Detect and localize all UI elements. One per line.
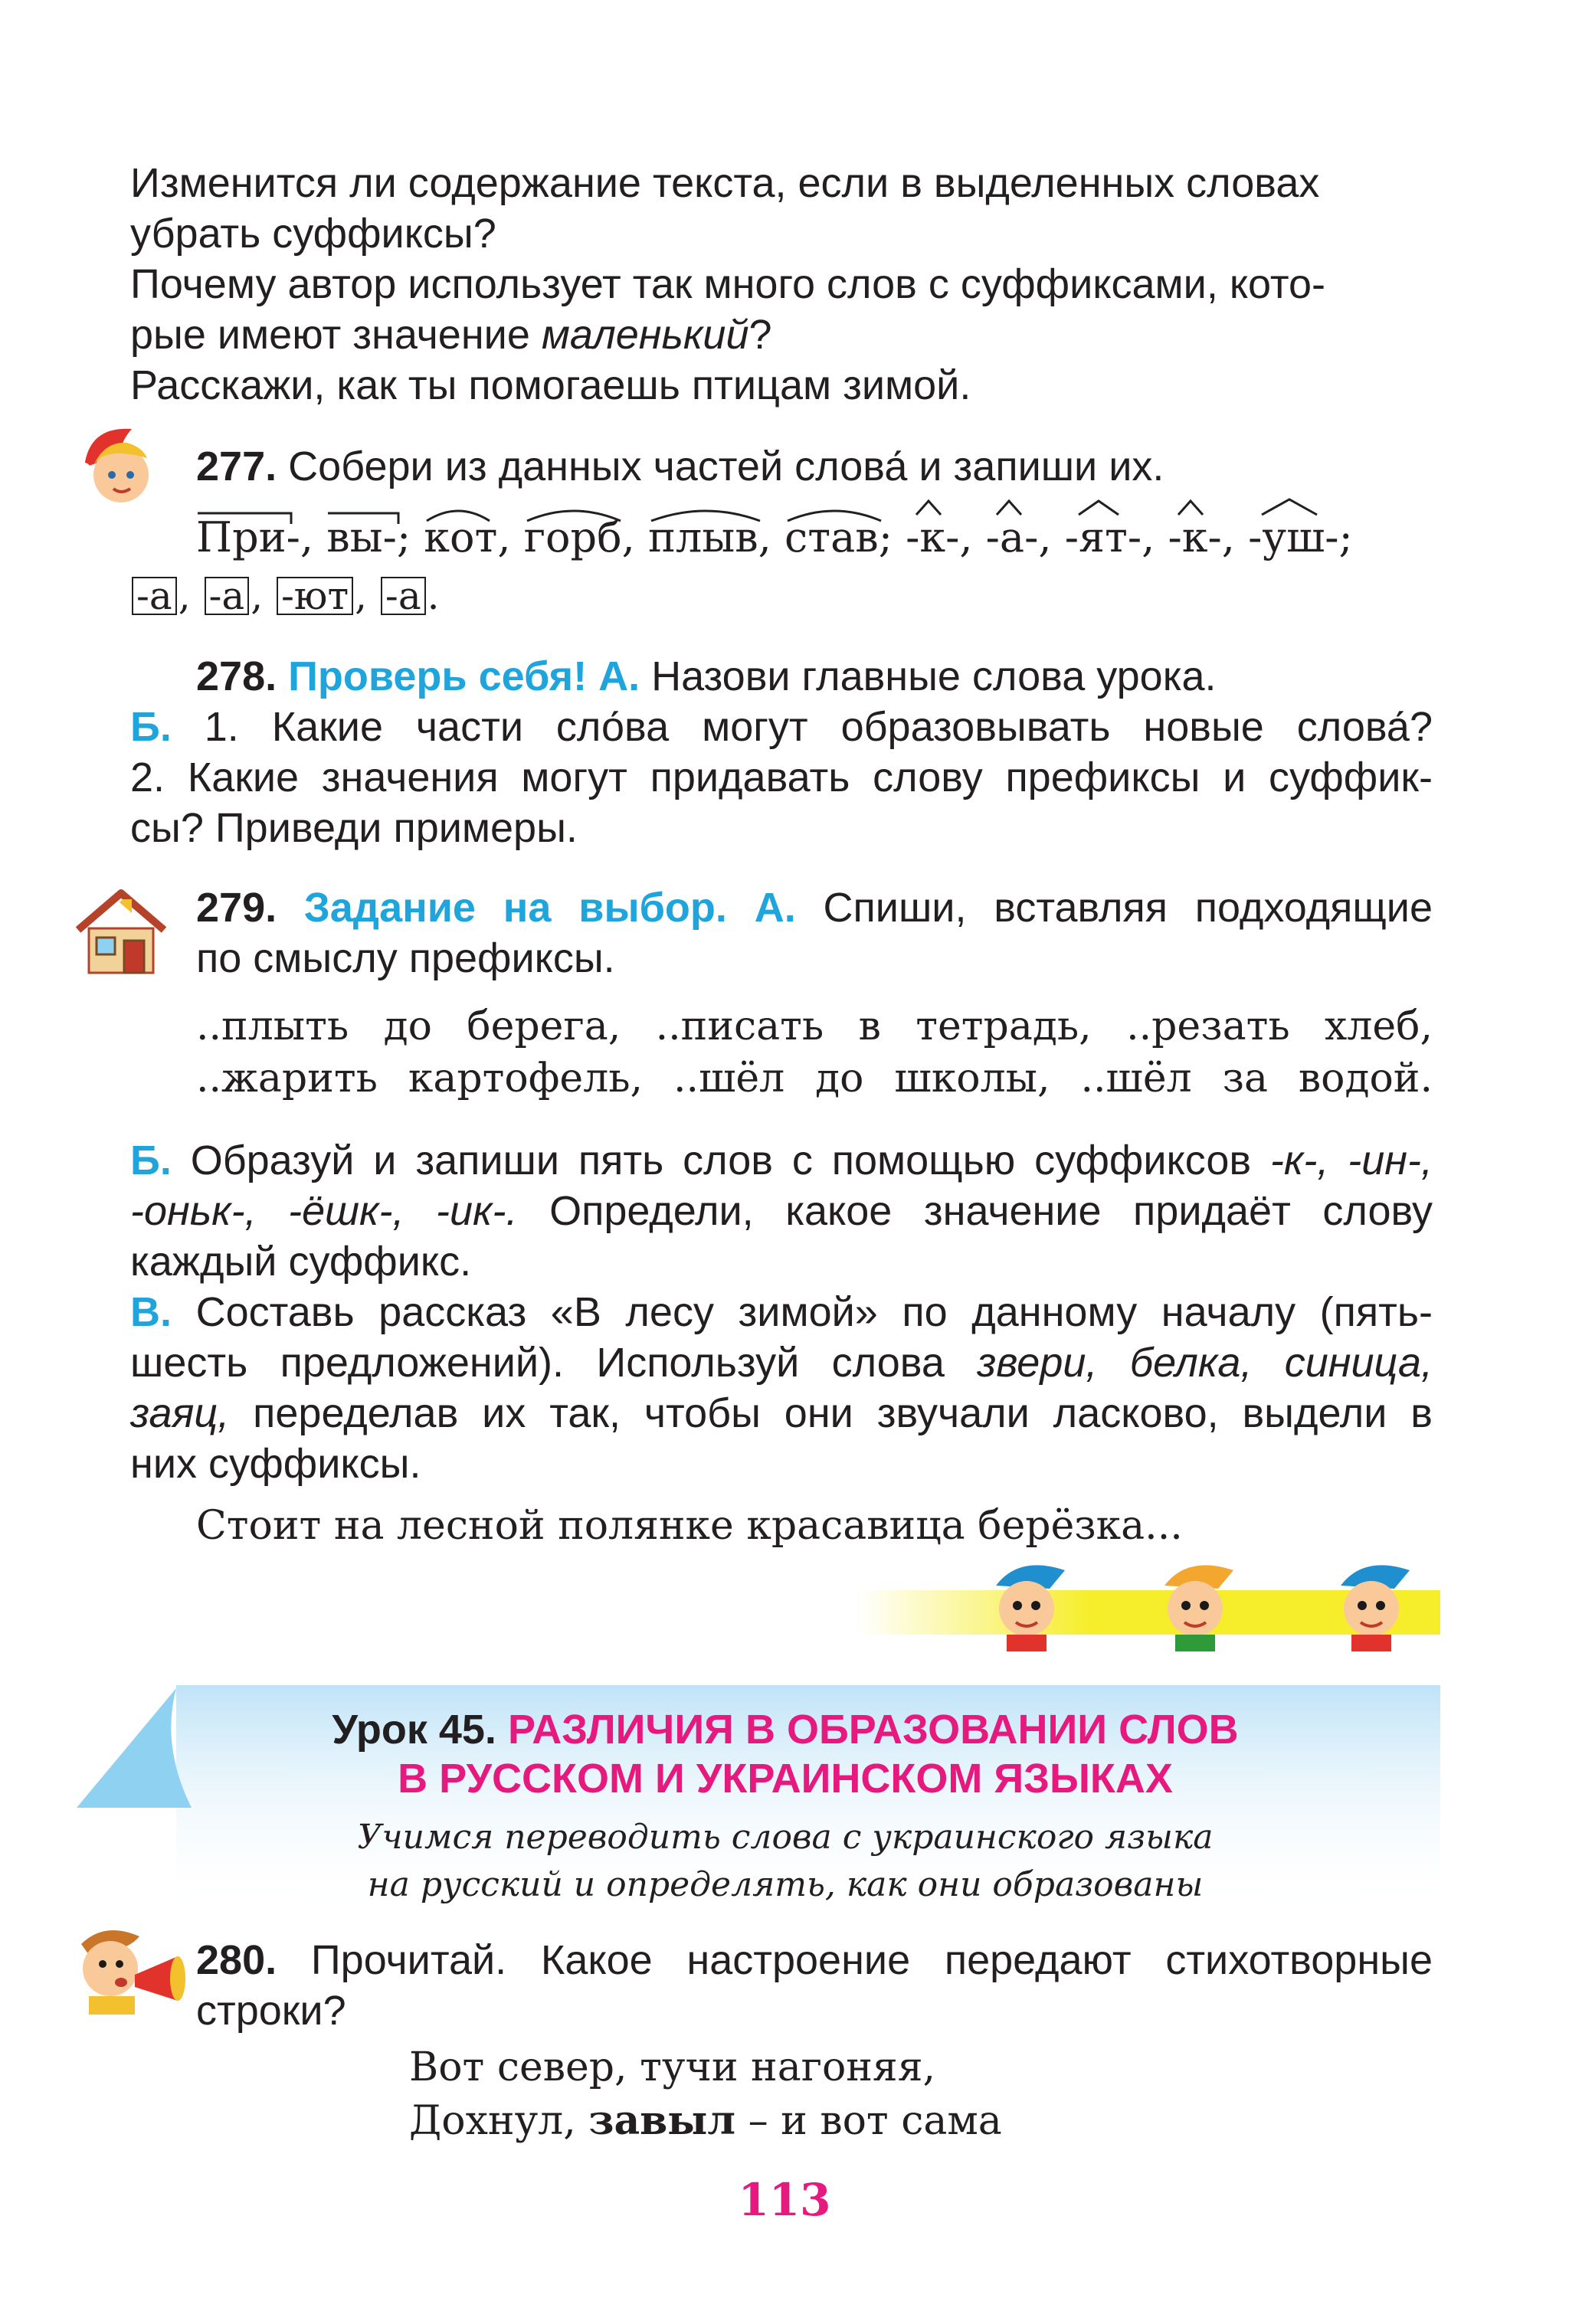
- ex279-story-start: Стоит на лесной полянке красавица берёзка...: [196, 1503, 1183, 1549]
- ex278-header: [196, 651, 1433, 702]
- ex279-label: Задание на выбор. А.: [277, 885, 796, 931]
- prefix-part: При-: [196, 513, 300, 561]
- intro-line-2: убрать суффиксы?: [130, 211, 496, 257]
- ending-box: -ют: [277, 577, 353, 615]
- intro-line-5: Расскажи, как ты помогаешь птицам зимой.: [130, 362, 971, 408]
- ex278-label: Проверь себя! А.: [277, 653, 640, 699]
- ex279-text: ..плыть до берега, ..писать в тетрадь, ..резать хлеб, ..жарить картофель, ..шёл до школы, ..шёл за водой.: [196, 1003, 1433, 1101]
- root-part: кот: [424, 513, 497, 561]
- ex278-task-a: Назови главные слова урока.: [640, 653, 1217, 699]
- ex277-number: 277.: [196, 444, 277, 489]
- ex279-number: 279.: [196, 885, 277, 931]
- ex278-part-b: Б. 1. Какие части сло́ва могут образовывать новые слова́? 2. Какие значения могут придавать слову префиксы и суффик- сы? Приведи примеры.: [130, 704, 1433, 851]
- suffix-part: -уш-: [1248, 513, 1338, 561]
- ex280-task: 280. Прочитай. Какое настроение передают стихотворные строки?: [196, 1937, 1433, 2034]
- intro-line-4: рые имеют значение маленький?: [130, 312, 772, 358]
- suffix-part: -к-: [1168, 513, 1221, 561]
- gnome-trio-icon: [981, 1555, 1440, 1655]
- root-part: горб: [524, 513, 622, 561]
- ex280-number: 280.: [196, 1937, 277, 1983]
- prefix-part: вы-: [326, 513, 397, 561]
- ex277-task: [196, 441, 1433, 492]
- boy-megaphone-icon: [66, 1921, 188, 2016]
- root-part: плыв: [648, 513, 758, 561]
- ending-box: -а: [381, 577, 426, 615]
- lesson-number: Урок 45.: [332, 1707, 496, 1753]
- ex280-poem: Вот север, тучи нагоняя, Дохнул, завыл – и вот сама: [409, 2044, 1002, 2144]
- root-part: став: [784, 513, 879, 561]
- lesson-subtitle: Учимся переводить слова с украинского языка на русский и определять, как они образованы: [357, 1818, 1214, 1904]
- lesson-title: Урок 45. РАЗЛИЧИЯ В ОБРАЗОВАНИИ СЛОВ В РУССКОМ И УКРАИНСКОМ ЯЗЫКАХ: [332, 1707, 1239, 1802]
- ending-box: -а: [205, 577, 250, 615]
- ex279-part-b: Б. Образуй и запиши пять слов с помощью суффиксов -к-, -ин-, -оньк-, -ёшк-, -ик-. Определи, какое значение придаёт слову каждый суффикс. В. Составь рассказ «В лесу зимой» по данному началу (пять- шесть предложений). Используй слова звери, белка, синица, заяц, переделав их так, чтобы они звучали ласково, выдели в них суффиксы.: [130, 1137, 1433, 1487]
- intro-line-3: Почему автор использует так много слов с суффиксами, кото-: [130, 261, 1326, 307]
- ex278-number: 278.: [196, 653, 277, 699]
- page-number: 113: [738, 2174, 831, 2226]
- suffix-part: -к-: [906, 513, 959, 561]
- suffix-part: -а-: [986, 513, 1039, 561]
- ex277-parts: При-, вы-; кот, горб, плыв, став; -к-, -а-, -ят-, -к-, -уш-;: [196, 512, 1433, 564]
- intro-text: [130, 158, 1433, 411]
- ex277-endings: -а , -а , -ют , -а .: [130, 570, 1433, 622]
- house-icon: [74, 887, 169, 979]
- intro-line-1: Изменится ли содержание текста, если в выделенных словах: [130, 160, 1320, 206]
- suffix-part: -ят-: [1065, 513, 1142, 561]
- ex279-header: 279. Задание на выбор. А. Спиши, вставляя подходящие по смыслу префиксы.: [196, 885, 1433, 981]
- gnome-girl-icon: [74, 420, 165, 512]
- ex277-task-text: Собери из данных частей слова́ и запиши их.: [277, 444, 1164, 489]
- ending-box: -а: [132, 577, 177, 615]
